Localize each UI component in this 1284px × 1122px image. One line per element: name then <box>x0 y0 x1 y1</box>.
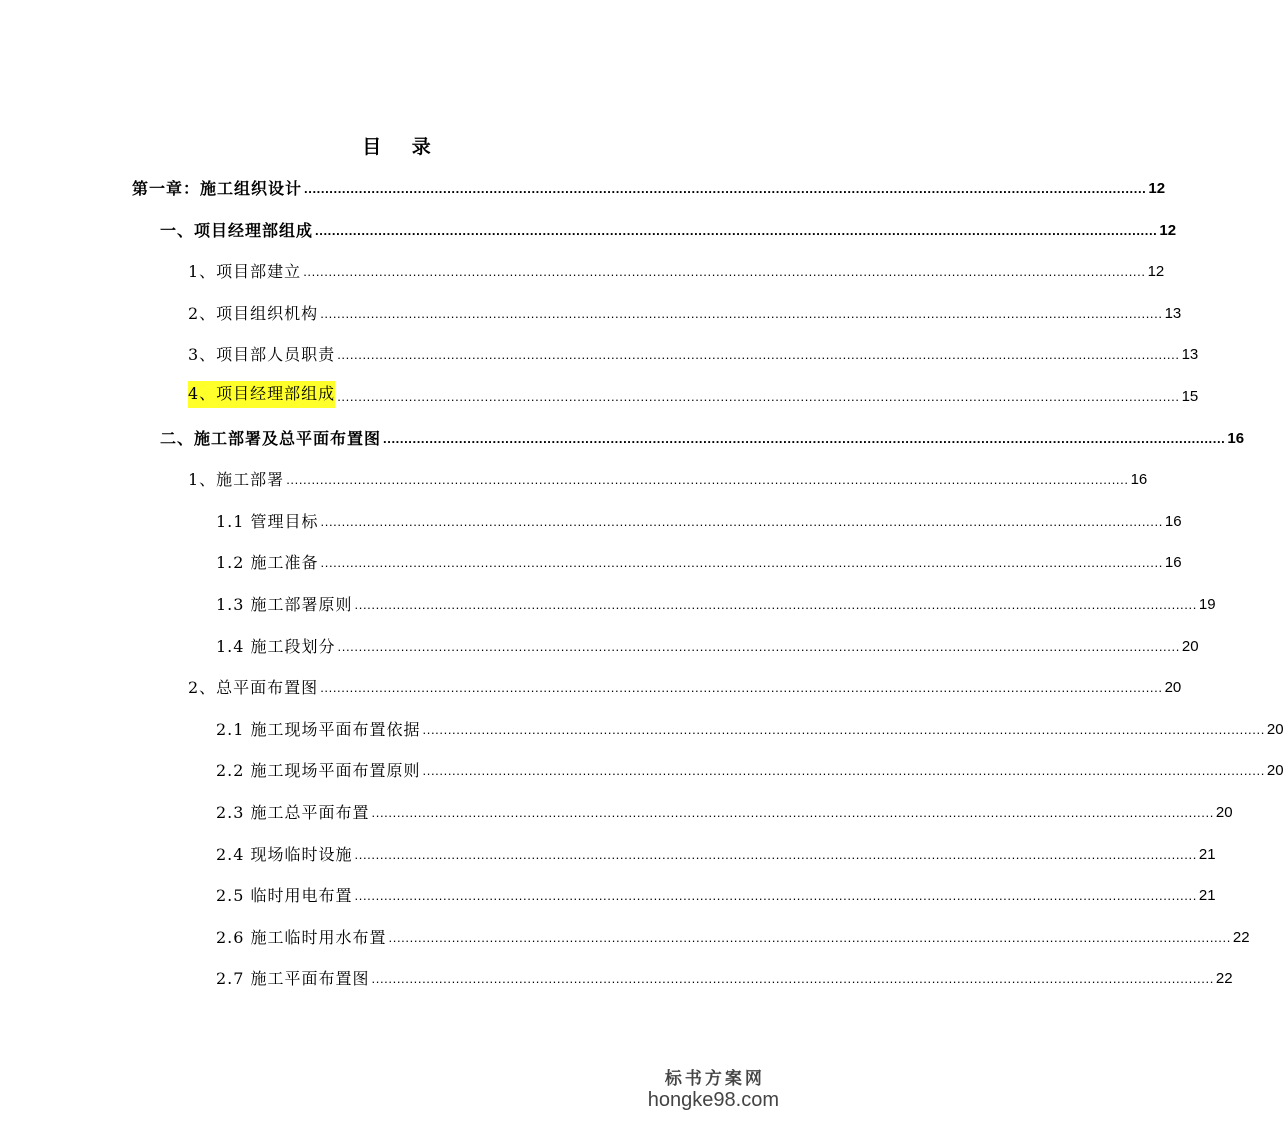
toc-entry[interactable] <box>216 840 1216 866</box>
toc-leader-dots: ........................................................................................................................................................................................................ <box>388 930 1231 945</box>
toc-entry[interactable] <box>216 964 1233 990</box>
toc-entry-page: 16 <box>1227 430 1245 447</box>
toc-entry-title: 2.3 施工总平面布置 <box>216 803 370 822</box>
toc-entry[interactable] <box>188 382 1199 408</box>
toc-entry-page: 20 <box>1164 679 1182 696</box>
toc-leader-dots: ........................................................................................................................................................................................................ <box>337 347 1180 362</box>
toc-leader-dots: ........................................................................................................................................................................................................ <box>354 597 1197 612</box>
toc-entry-title: 2.4 现场临时设施 <box>216 845 353 864</box>
watermark-name: 标书方案网 <box>664 1069 765 1089</box>
toc-entry-page: 15 <box>1181 388 1199 405</box>
toc-entry-page: 16 <box>1164 554 1182 571</box>
toc-entry-title: 1.4 施工段划分 <box>216 637 336 656</box>
toc-entry-title: 1、施工部署 <box>188 470 285 489</box>
toc-entry-title: 1.2 施工准备 <box>216 553 319 572</box>
toc-entry-title: 2、总平面布置图 <box>188 678 319 697</box>
toc-entry-page: 20 <box>1215 804 1233 821</box>
toc-entry-page: 12 <box>1148 180 1166 197</box>
toc-leader-dots: ........................................................................................................................................................................................................ <box>315 223 1158 238</box>
toc-entry-page: 13 <box>1181 346 1199 363</box>
toc-leader-dots: ........................................................................................................................................................................................................ <box>383 431 1226 446</box>
toc-leader-dots: ........................................................................................................................................................................................................ <box>303 264 1146 279</box>
toc-entry[interactable] <box>160 216 1177 242</box>
toc-entry[interactable] <box>216 715 1284 741</box>
toc-leader-dots: ........................................................................................................................................................................................................ <box>320 555 1163 570</box>
toc-entry[interactable] <box>216 756 1284 782</box>
watermark-url: hongke98.com <box>647 1089 779 1111</box>
toc-entry-page: 20 <box>1266 762 1284 779</box>
toc-entry-title: 1、项目部建立 <box>188 262 302 281</box>
toc-entry[interactable] <box>216 632 1199 658</box>
toc-entry-page: 22 <box>1215 970 1233 987</box>
toc-entry[interactable] <box>188 299 1182 325</box>
toc-leader-dots: ........................................................................................................................................................................................................ <box>422 763 1265 778</box>
toc-entry-page: 12 <box>1147 263 1165 280</box>
toc-entry[interactable] <box>216 923 1250 949</box>
toc-entry-title: 第一章：施工组织设计 <box>132 179 303 198</box>
toc-title: 目 录 <box>362 136 443 158</box>
toc-entry[interactable] <box>216 507 1182 533</box>
toc-entry-title: 2.5 临时用电布置 <box>216 886 353 905</box>
toc-entry-title: 2.6 施工临时用水布置 <box>216 928 387 947</box>
toc-leader-dots: ........................................................................................................................................................................................................ <box>422 722 1265 737</box>
toc-entry-title: 1.3 施工部署原则 <box>216 595 353 614</box>
toc-entry-title: 一、项目经理部组成 <box>160 221 314 240</box>
toc-entry-title: 3、项目部人员职责 <box>188 345 336 364</box>
toc-leader-dots: ........................................................................................................................................................................................................ <box>371 805 1214 820</box>
toc-entry-page: 19 <box>1198 596 1216 613</box>
toc-leader-dots: ........................................................................................................................................................................................................ <box>354 847 1197 862</box>
toc-entry[interactable] <box>132 174 1166 200</box>
watermark <box>648 1064 779 1112</box>
toc-leader-dots: ........................................................................................................................................................................................................ <box>337 639 1180 654</box>
toc-leader-dots: ........................................................................................................................................................................................................ <box>286 472 1129 487</box>
toc-entry-page: 16 <box>1164 513 1182 530</box>
toc-entry[interactable] <box>216 798 1233 824</box>
toc-entry-title: 2.2 施工现场平面布置原则 <box>216 761 421 780</box>
toc-leader-dots: ........................................................................................................................................................................................................ <box>304 181 1147 196</box>
toc-entry-page: 12 <box>1159 222 1177 239</box>
toc-entry-page: 13 <box>1164 305 1182 322</box>
toc-entry-page: 20 <box>1181 638 1199 655</box>
toc-leader-dots: ........................................................................................................................................................................................................ <box>354 888 1197 903</box>
toc-leader-dots: ........................................................................................................................................................................................................ <box>337 389 1180 404</box>
toc-entry-page: 16 <box>1130 471 1148 488</box>
toc-leader-dots: ........................................................................................................................................................................................................ <box>371 971 1214 986</box>
toc-entry[interactable] <box>216 881 1216 907</box>
toc-entry-title: 4、项目经理部组成 <box>188 381 335 408</box>
toc-entry-page: 21 <box>1198 846 1216 863</box>
toc-entry-title: 2.1 施工现场平面布置依据 <box>216 720 421 739</box>
toc-entry[interactable] <box>188 257 1165 283</box>
toc-entry[interactable] <box>216 590 1216 616</box>
toc-entry-title: 二、施工部署及总平面布置图 <box>160 429 382 448</box>
toc-entry-page: 20 <box>1266 721 1284 738</box>
toc-entry[interactable] <box>188 465 1148 491</box>
toc-entry-page: 22 <box>1232 929 1250 946</box>
toc-leader-dots: ........................................................................................................................................................................................................ <box>320 514 1163 529</box>
toc-leader-dots: ........................................................................................................................................................................................................ <box>320 680 1163 695</box>
toc-entry-title: 2.7 施工平面布置图 <box>216 969 370 988</box>
toc-entry-page: 21 <box>1198 887 1216 904</box>
toc-leader-dots: ........................................................................................................................................................................................................ <box>320 306 1163 321</box>
toc-entry[interactable] <box>188 340 1199 366</box>
toc-entry[interactable] <box>188 673 1182 699</box>
toc-entry[interactable] <box>216 548 1182 574</box>
toc-entry[interactable] <box>160 424 1245 450</box>
toc-entry-title: 1.1 管理目标 <box>216 512 319 531</box>
toc-entry-title: 2、项目组织机构 <box>188 304 319 323</box>
